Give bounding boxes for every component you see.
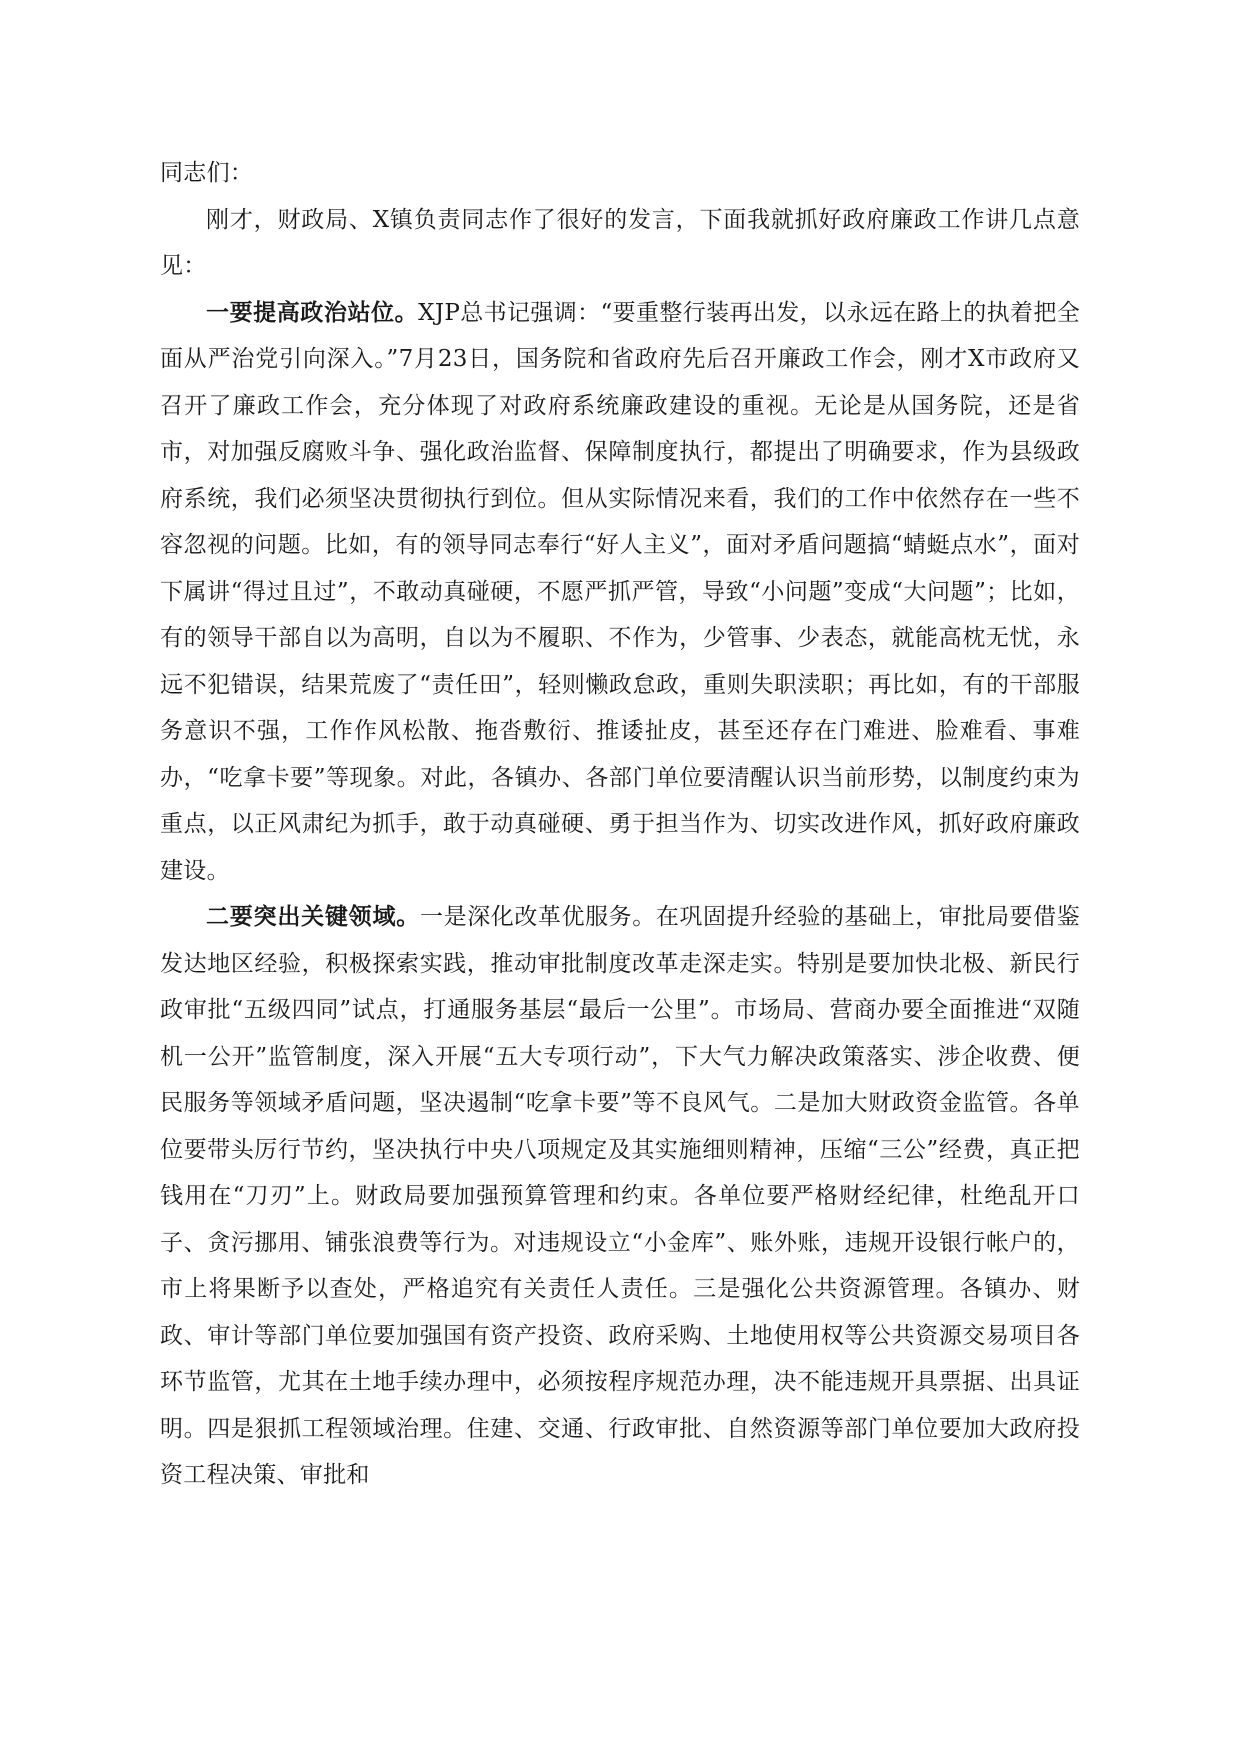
section-2-heading: 二要突出关键领域。 [206,904,421,930]
salutation: 同志们： [160,160,254,186]
document-page [160,150,1080,1499]
intro-paragraph: 刚才，财政局、X镇负责同志作了很好的发言，下面我就抓好政府廉政工作讲几点意见： [160,206,1080,279]
section-2-body: 一是深化改革优服务。在巩固提升经验的基础上，审批局要借鉴发达地区经验，积极探索实践，推动审批制度改革走深走实。特别是要加快北极、新民行政审批“五级四同”试点，打通服务基层“最后一公里”。市场局、营商办要全面推进“双随机一公开”监管制度，深入开展“五大专项行动”，下大气力解决政策落实、涉企收费、便民服务等领域矛盾问题，坚决遏制“吃拿卡要”等不良风气。二是加大财政资金监管。各单位要带头厉行节约，坚决执行中央八项规定及其实施细则精神，压缩“三公”经费，真正把钱用在“刀刃”上。财政局要加强预算管理和约束。各单位要严格财经纪律，杜绝乱开口子、贪污挪用、铺张浪费等行为。对违规设立“小金库”、账外账，违规开设银行帐户的，市上将果断予以查处，严格追究有关责任人责任。三是强化公共资源管理。各镇办、财政、审计等部门单位要加强国有资产投资、政府采购、土地使用权等公共资源交易项目各环节监管，尤其在土地手续办理中，必须按程序规范办理，决不能违规开具票据、出具证明。四是狠抓工程领域治理。住建、交通、行政审批、自然资源等部门单位要加大政府投资工程决策、审批和 [160,904,1081,1488]
section-1-body: XJP总书记强调：“要重整行装再出发，以永远在路上的执着把全面从严治党引向深入。”7月23日，国务院和省政府先后召开廉政工作会，刚才X市政府又召开了廉政工作会，充分体现了对政府系统廉政建设的重视。无论是从国务院，还是省市，对加强反腐败斗争、强化政治监督、保障制度执行，都提出了明确要求，作为县级政府系统，我们必须坚决贯彻执行到位。但从实际情况来看，我们的工作中依然存在一些不容忽视的问题。比如，有的领导同志奉行“好人主义”，面对矛盾问题搞“蜻蜓点水”，面对下属讲“得过且过”，不敢动真碰硬，不愿严抓严管，导致“小问题”变成“大问题”；比如，有的领导干部自以为高明，自以为不履职、不作为，少管事、少表态，就能高枕无忧，永远不犯错误，结果荒废了“责任田”，轻则懒政怠政，重则失职渎职；再比如，有的干部服务意识不强，工作作风松散、拖沓敷衍、推诿扯皮，甚至还存在门难进、脸难看、事难办，“吃拿卡要”等现象。对此，各镇办、各部门单位要清醒认识当前形势，以制度约束为重点，以正风肃纪为抓手，敢于动真碰硬、勇于担当作为、切实改进作风，抓好政府廉政建设。 [160,299,1081,884]
section-2-paragraph [160,894,1080,1499]
section-1-heading: 一要提高政治站位。 [206,299,419,326]
section-1-paragraph [160,290,1080,895]
